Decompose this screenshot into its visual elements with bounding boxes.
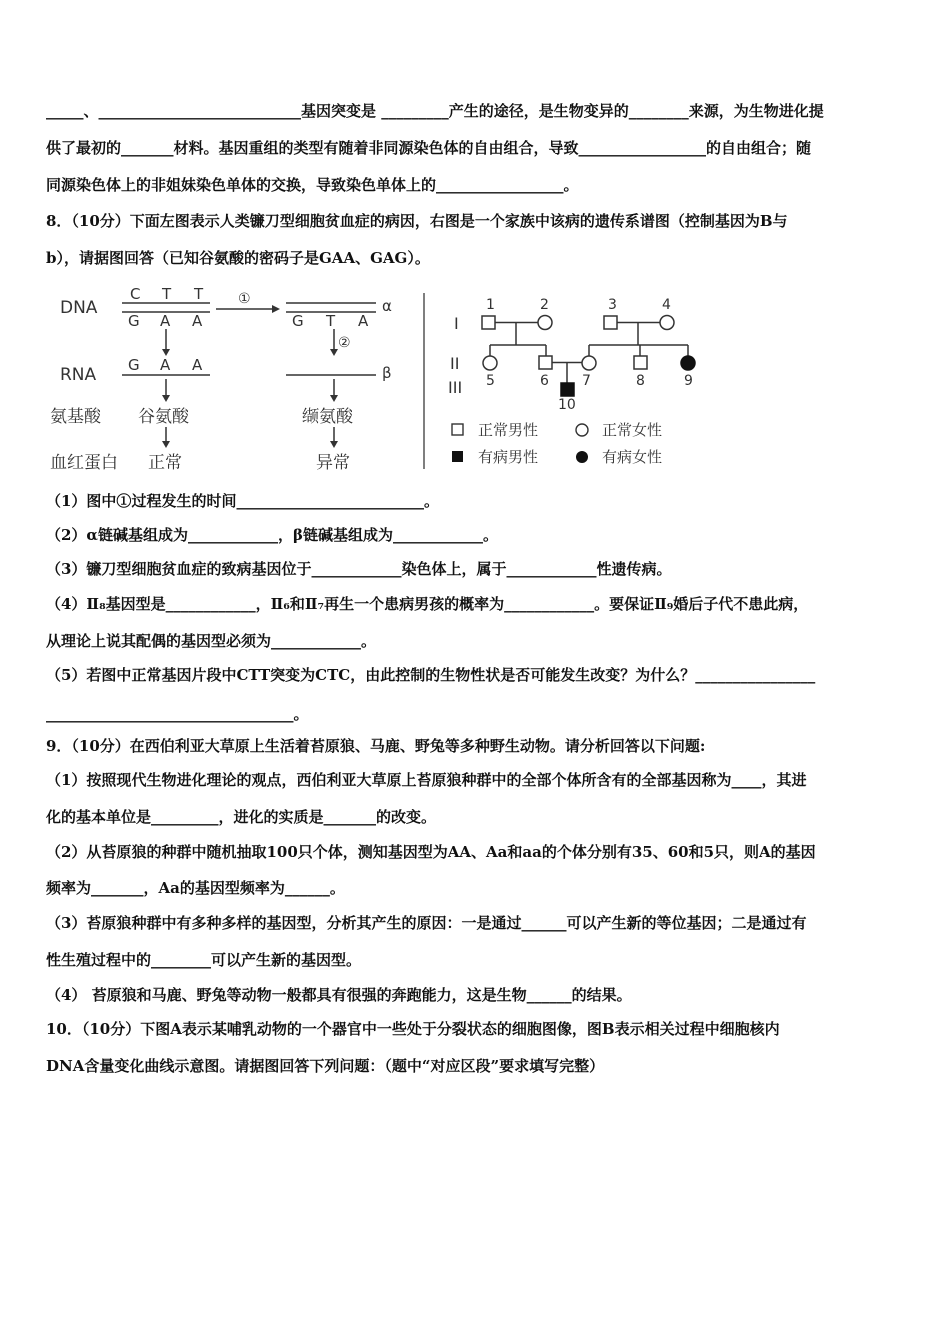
text-line: （3）镰刀型细胞贫血症的致病基因位于____________染色体上，属于____________性遗传病。 (46, 560, 672, 578)
legend-normal-female-symbol (576, 424, 588, 436)
legend-label: 有病女性 (602, 448, 663, 466)
hemoglobin-label: 血红蛋白 (50, 453, 118, 473)
arrow-head (330, 441, 338, 448)
individual-number: 9 (684, 373, 693, 389)
text-line: 频率为_______，Aa的基因型频率为______。 (46, 879, 345, 897)
text-line: _____、___________________________基因突变是 _________产生的途径，是生物变异的________来源，为生物进化提 (46, 102, 824, 120)
text-line: DNA含量变化曲线示意图。请据图回答下列问题：（题中“对应区段”要求填写完整） (46, 1057, 605, 1075)
individual-number: 2 (540, 297, 549, 313)
legend-label: 正常男性 (478, 421, 539, 439)
arrow-head (330, 349, 338, 356)
alpha-label: α (382, 297, 392, 315)
mutant-amino-acid: 缬氨酸 (302, 407, 353, 427)
rna-base: A (160, 356, 171, 374)
normal-male-symbol (539, 356, 552, 369)
question-8-figure (46, 279, 706, 475)
question-9-header: 9．（10分）在西伯利亚大草原上生活着苔原狼、马鹿、野兔等多种野生动物。请分析回答以下问题: (46, 737, 706, 755)
individual-number: 4 (662, 297, 671, 313)
text-line: （1）图中①过程发生的时间_________________________。 (46, 492, 439, 510)
dna-bottom-base: G (128, 312, 140, 330)
text-line: （2）α链碱基组成为____________，β链碱基组成为____________。 (46, 526, 498, 544)
arrow-head (162, 349, 170, 356)
beta-label: β (382, 364, 392, 382)
dna-top-base: T (162, 285, 172, 303)
step-1-label: ① (238, 291, 251, 307)
individual-number: 7 (582, 373, 591, 389)
affected-female-symbol (681, 356, 695, 370)
individual-number: 8 (636, 373, 645, 389)
generation-label: II (450, 354, 460, 373)
individual-number: 3 (608, 297, 617, 313)
text-line: 同源染色体上的非姐妹染色单体的交换，导致染色单体上的_________________。 (46, 176, 579, 194)
abnormal-label: 异常 (316, 453, 350, 473)
question-10-header: 10．（10分）下图A表示某哺乳动物的一个器官中一些处于分裂状态的细胞图像，图B表示相关过程中细胞核内 (46, 1020, 780, 1038)
arrow-head (272, 305, 280, 313)
dna-bottom-base: A (160, 312, 171, 330)
rna-base: G (128, 356, 140, 374)
rna-base: A (192, 356, 203, 374)
generation-label: I (454, 314, 459, 333)
individual-number: 10 (558, 397, 576, 413)
dna-top-base: T (194, 285, 204, 303)
normal-male-symbol (634, 356, 647, 369)
dna-label: DNA (60, 298, 98, 318)
mutant-base: A (358, 312, 369, 330)
text-line: （4）Ⅱ₈基因型是____________，Ⅱ₆和Ⅱ₇再生一个患病男孩的概率为____________。要保证Ⅱ₉婚后子代不患此病， (46, 595, 809, 613)
legend-normal-male-symbol (452, 424, 463, 435)
normal-amino-acid: 谷氨酸 (138, 407, 189, 427)
text-line: （3）苔原狼种群中有多种多样的基因型，分析其产生的原因：一是通过______可以产生新的等位基因；二是通过有 (46, 914, 807, 932)
text-line: _________________________________。 (46, 705, 309, 723)
text-line: 供了最初的_______材料。基因重组的类型有随着非同源染色体的自由组合，导致_________________的自由组合；随 (46, 139, 812, 157)
legend-label: 有病男性 (478, 448, 539, 466)
text-line: b），请据图回答（已知谷氨酸的密码子是GAA、GAG）。 (46, 249, 430, 267)
arrow-head (162, 441, 170, 448)
individual-number: 1 (486, 297, 495, 313)
legend-affected-male-symbol (452, 451, 463, 462)
text-line: 从理论上说其配偶的基因型必须为____________。 (46, 632, 377, 650)
arrow-head (162, 395, 170, 402)
affected-male-symbol (561, 383, 574, 396)
normal-label: 正常 (148, 453, 182, 473)
text-line: （4） 苔原狼和马鹿、野兔等动物一般都具有很强的奔跑能力，这是生物______的结果。 (46, 986, 632, 1004)
text-line: （5）若图中正常基因片段中CTT突变为CTC，由此控制的生物性状是否可能发生改变？为什么？________________ (46, 666, 816, 684)
step-2-label: ② (338, 335, 351, 351)
rna-label: RNA (60, 365, 97, 385)
mutant-base: T (326, 312, 336, 330)
normal-female-symbol (582, 356, 596, 370)
individual-number: 6 (540, 373, 549, 389)
amino-acid-label: 氨基酸 (50, 407, 101, 427)
dna-top-base: C (130, 285, 141, 303)
text-line: 性生殖过程中的________可以产生新的基因型。 (46, 951, 362, 969)
question-8-header: 8．（10分）下面左图表示人类镰刀型细胞贫血症的病因，右图是一个家族中该病的遗传系谱图（控制基因为B与 (46, 212, 788, 230)
normal-female-symbol (483, 356, 497, 370)
generation-label: III (448, 378, 463, 397)
normal-female-symbol (538, 316, 552, 330)
arrow-head (330, 395, 338, 402)
normal-female-symbol (660, 316, 674, 330)
individual-number: 5 (486, 373, 495, 389)
text-line: （1）按照现代生物进化理论的观点，西伯利亚大草原上苔原狼种群中的全部个体所含有的全部基因称为____，其进 (46, 771, 807, 789)
text-line: （2）从苔原狼的种群中随机抽取100只个体，测知基因型为AA、Aa和aa的个体分别有35、60和5只，则A的基因 (46, 843, 816, 861)
normal-male-symbol (604, 316, 617, 329)
legend-affected-female-symbol (576, 451, 588, 463)
legend-label: 正常女性 (602, 421, 663, 439)
text-line: 化的基本单位是_________，进化的实质是_______的改变。 (46, 808, 437, 826)
dna-bottom-base: A (192, 312, 203, 330)
normal-male-symbol (482, 316, 495, 329)
mutant-base: G (292, 312, 304, 330)
